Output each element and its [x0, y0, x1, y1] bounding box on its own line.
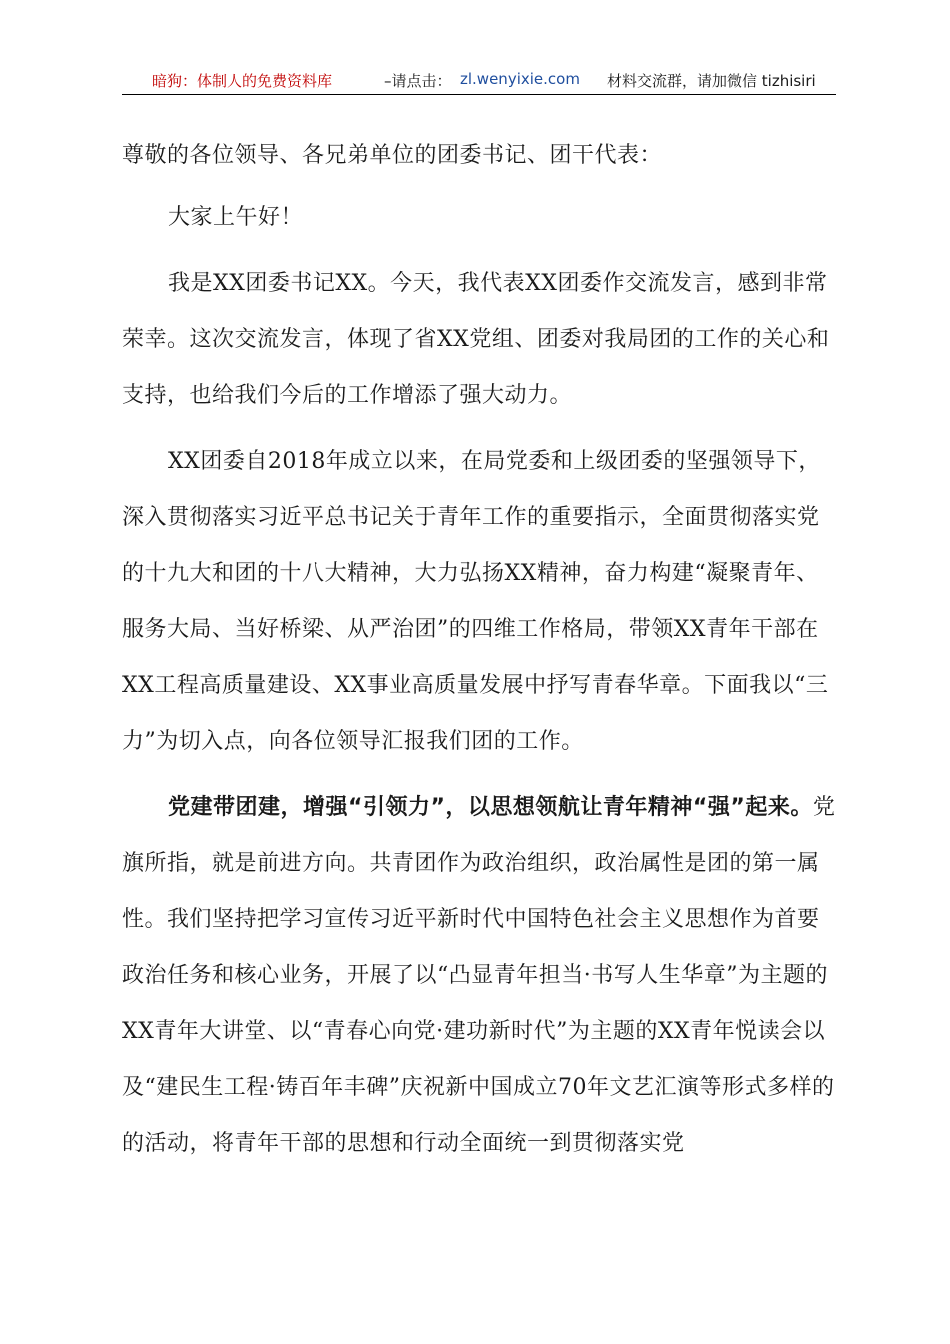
section-heading: 党建带团建，增强“引领力”，以思想领航让青年精神“强”起来。 [168, 795, 813, 820]
greeting: 大家上午好！ [168, 205, 304, 230]
document-body [122, 128, 838, 1172]
section-body: 党旗所指，就是前进方向。共青团作为政治组织，政治属性是团的第一属性。我们坚持把学习宣传习近平新时代中国特色社会主义思想作为首要政治任务和核心业务，开展了以“凸显青年担当·书写人生华章”为主题的XX青年大讲堂、以“青春心向党·建功新时代”为主题的XX青年悦读会以及“建民生工程·铸百年丰碑”庆祝新中国成立70年文艺汇演等形式多样的的活动，将青年干部的思想和行动全面统一到贯彻落实党 [122, 795, 836, 1156]
header-site-name: 暗狗：体制人的免费资料库 [152, 72, 333, 90]
header-click-prompt: –请点击： [384, 72, 452, 90]
section-paragraph [122, 780, 838, 1172]
header-group-info: 材料交流群，请加微信 tizhisiri [607, 72, 816, 90]
paragraph-intro: 我是XX团委书记XX。今天，我代表XX团委作交流发言，感到非常荣幸。这次交流发言，体现了省XX党组、团委对我局团的工作的关心和支持，也给我们今后的工作增添了强大动力。 [122, 271, 830, 408]
header-url-link[interactable]: zl.wenyixie.com [460, 70, 580, 88]
paragraph-overview: XX团委自2018年成立以来，在局党委和上级团委的坚强领导下，深入贯彻落实习近平总书记关于青年工作的重要指示，全面贯彻落实党的十九大和团的十八大精神，大力弘扬XX精神，奋力构建“凝聚青年、服务大局、当好桥梁、从严治团”的四维工作格局，带领XX青年干部在XX工程高质量建设、XX事业高质量发展中抒写青春华章。下面我以“三力”为切入点，向各位领导汇报我们团的工作。 [122, 449, 829, 754]
page-header [122, 64, 836, 95]
salutation: 尊敬的各位领导、各兄弟单位的团委书记、团干代表： [122, 143, 663, 168]
